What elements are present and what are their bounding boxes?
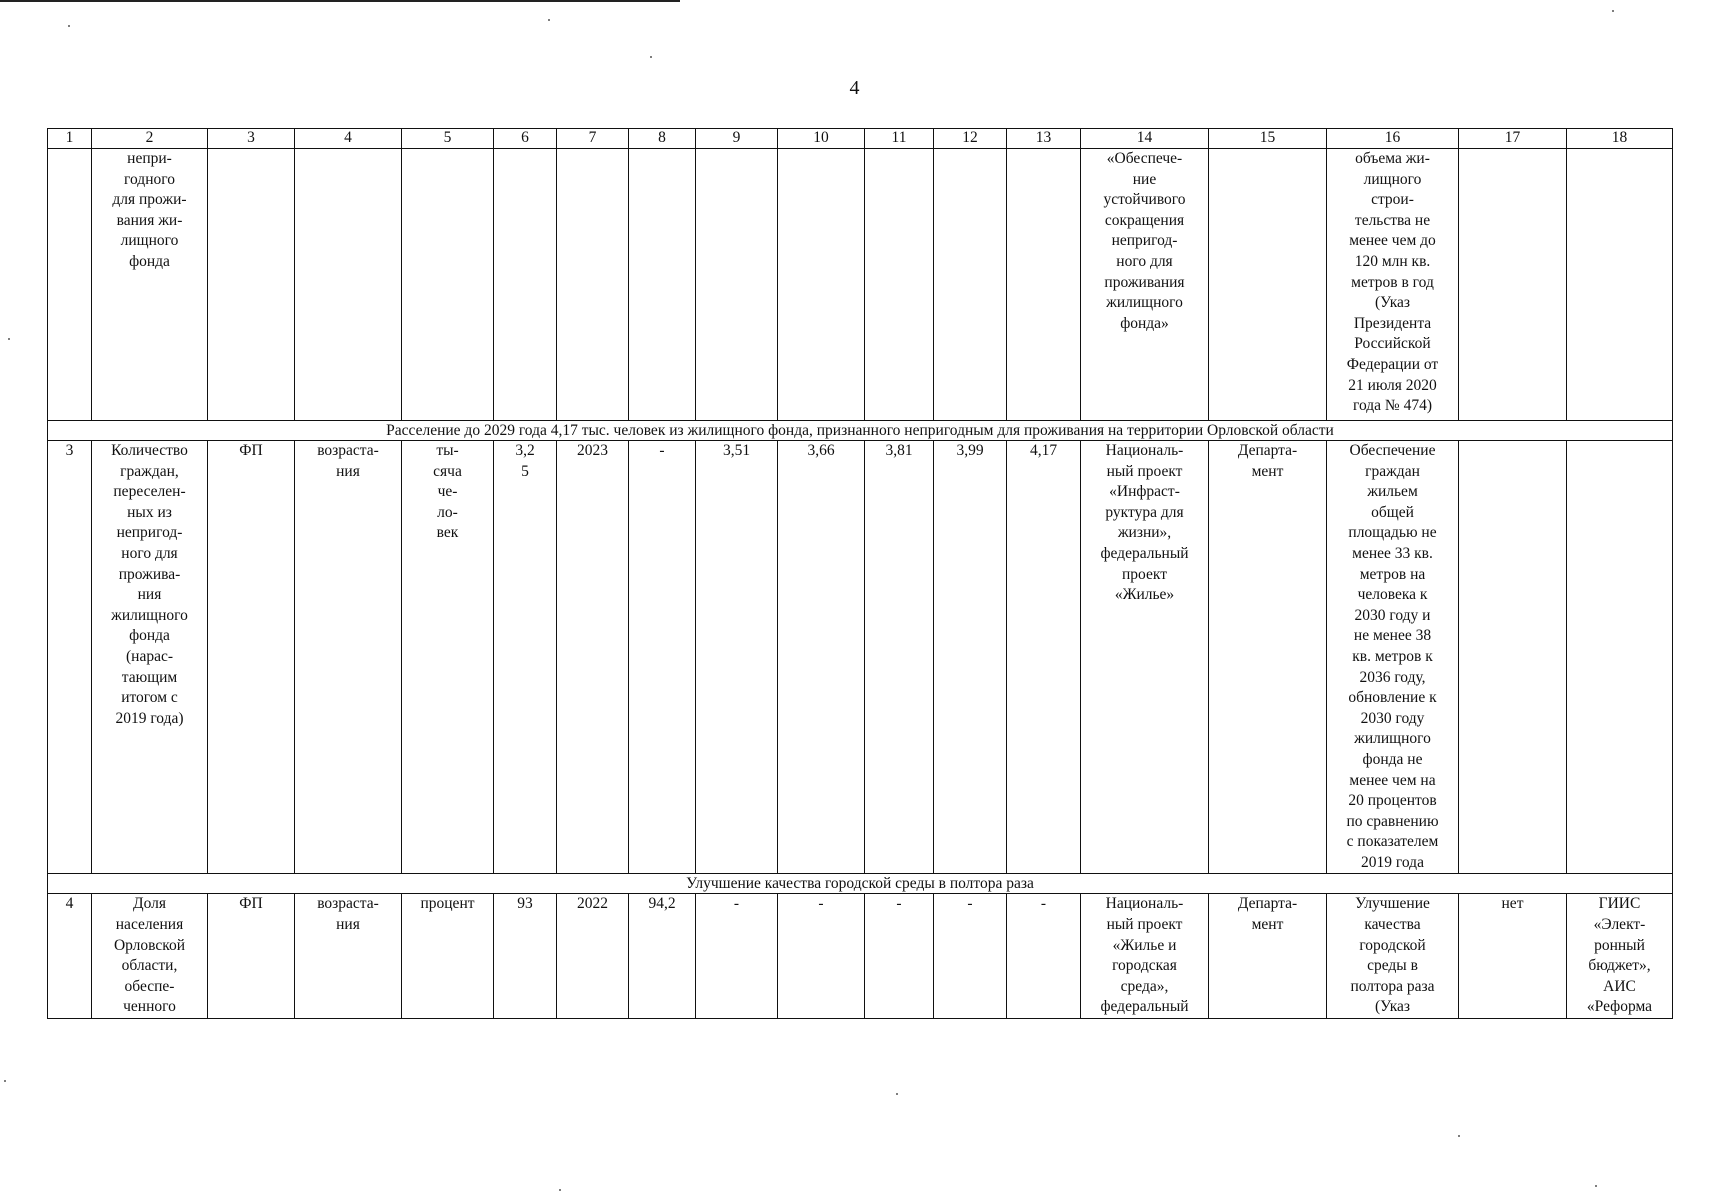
cell-text-line: федеральный [1100, 544, 1189, 562]
cell-text-line: проживания [1104, 273, 1185, 291]
cell-text-line: качества [1364, 916, 1421, 934]
cell-text-line: среда», [1120, 977, 1169, 995]
cell-text-line: граждан [1365, 462, 1420, 480]
cell-text-line: Националь- [1105, 895, 1184, 913]
cell-flag [1459, 441, 1567, 874]
cell-index: 3 [48, 441, 92, 874]
cell-text-line: лищного [120, 232, 179, 250]
col-number: 8 [629, 129, 696, 149]
cell-value: - [629, 441, 696, 874]
cell-text-line: «Жилье» [1114, 586, 1175, 604]
cell-text-line: (Указ [1374, 998, 1411, 1016]
cell-text-line: АИС [1603, 977, 1636, 995]
col-number: 16 [1327, 129, 1459, 149]
cell-base-value: 93 [494, 894, 557, 1019]
cell-project [1081, 441, 1209, 874]
cell-indicator-name [92, 441, 208, 874]
cell-text-line: непри- [127, 150, 172, 167]
col-number: 10 [778, 129, 865, 149]
cell-text-line: менее чем на [1349, 771, 1436, 789]
cell-text-line: общей [1371, 503, 1414, 521]
cell-text-line: 120 млн кв. [1354, 252, 1431, 270]
cell-empty [1567, 149, 1673, 421]
cell-text-line: ный проект [1106, 916, 1183, 934]
cell-empty [1007, 149, 1081, 421]
cell-text-line: мент [1251, 916, 1284, 934]
col-number: 7 [557, 129, 629, 149]
cell-value: - [934, 894, 1007, 1019]
cell-text-line: объема жи- [1355, 150, 1430, 167]
cell-empty [295, 149, 402, 421]
cell-project [1081, 894, 1209, 1019]
scan-speck [548, 19, 550, 21]
cell-text-line: лищного [1363, 170, 1422, 188]
scan-speck [1612, 10, 1614, 12]
cell-text-line: тающим [121, 668, 178, 686]
cell-text-line: граждан, [120, 462, 179, 480]
cell-goal-link [1327, 149, 1459, 421]
cell-text-line: ГИИС [1598, 895, 1641, 913]
table-row [48, 894, 1673, 1019]
cell-trend [295, 894, 402, 1019]
cell-text-line: 2036 году, [1359, 668, 1426, 686]
cell-text-line: тельства не [1354, 211, 1431, 229]
column-number-row [48, 129, 1673, 149]
col-number: 15 [1209, 129, 1327, 149]
cell-text-line: сяча [433, 462, 462, 480]
cell-responsible [1209, 894, 1327, 1019]
cell-text-line: итогом с [121, 689, 178, 707]
cell-text-line: не менее 38 [1353, 627, 1432, 645]
col-number: 9 [696, 129, 778, 149]
cell-text-line: 2019 года [1361, 853, 1424, 871]
cell-text-line: жилищного [1354, 730, 1431, 748]
cell-text-line: человека к [1357, 586, 1428, 604]
cell-value: - [1007, 894, 1081, 1019]
cell-project [1081, 149, 1209, 421]
cell-text-line: Количество [111, 442, 188, 459]
cell-base-year: 2022 [557, 894, 629, 1019]
cell-value: 94,2 [629, 894, 696, 1019]
cell-index: 4 [48, 894, 92, 1019]
section-title: Расселение до 2029 года 4,17 тыс. человек из жилищного фонда, признанного непригодным для проживания на территории Орловской области [48, 421, 1673, 441]
cell-goal-link [1327, 894, 1459, 1019]
table-row-continued [48, 149, 1673, 421]
cell-text-line: Федерации от [1346, 355, 1439, 373]
cell-text-line: менее чем до [1349, 232, 1436, 250]
cell-text-line: Орловской [113, 936, 186, 954]
cell-text-line: че- [437, 483, 458, 501]
cell-text-line: 5 [521, 462, 529, 480]
cell-text-line: ного для [121, 544, 178, 562]
cell-text-line: ния [336, 916, 360, 934]
cell-text-line: 2019 года) [115, 709, 184, 727]
cell-text-line: (нарас- [125, 647, 173, 665]
cell-text-line: ло- [437, 503, 458, 521]
cell-text-line: проект [1122, 565, 1167, 583]
scan-speck [1458, 1135, 1460, 1137]
scan-speck [650, 56, 652, 58]
cell-text-line: «Реформа [1586, 998, 1653, 1016]
cell-flag: нет [1459, 894, 1567, 1019]
cell-empty [934, 149, 1007, 421]
col-number: 13 [1007, 129, 1081, 149]
cell-text-line: года № 474) [1353, 397, 1432, 415]
cell-empty [1459, 149, 1567, 421]
section-header-row [48, 421, 1673, 441]
col-number: 17 [1459, 129, 1567, 149]
cell-info-system [1567, 441, 1673, 874]
col-number: 11 [865, 129, 934, 149]
cell-level: ФП [208, 441, 295, 874]
cell-base-year: 2023 [557, 441, 629, 874]
cell-text-line: фонда [129, 627, 170, 645]
cell-text-line: городской [1359, 936, 1426, 954]
cell-text-line: годного [124, 170, 175, 188]
col-number: 12 [934, 129, 1007, 149]
cell-empty [696, 149, 778, 421]
cell-indicator-name [92, 894, 208, 1019]
cell-text-line: Президента [1353, 314, 1432, 332]
cell-text-line: ния [336, 462, 360, 480]
cell-text-line: ных из [127, 503, 172, 521]
scan-speck [4, 1080, 6, 1082]
cell-text-line: кв. метров к [1352, 647, 1433, 665]
cell-empty [494, 149, 557, 421]
cell-text-line: сокращения [1104, 211, 1185, 229]
cell-text-line: ного для [1116, 252, 1173, 270]
indicators-table [47, 128, 1673, 1019]
cell-text-line: городская [1112, 957, 1177, 975]
cell-text-line: площадью не [1348, 524, 1437, 542]
cell-base-value [494, 441, 557, 874]
cell-empty [629, 149, 696, 421]
cell-text-line: возраста- [317, 442, 379, 459]
cell-text-line: Департа- [1237, 442, 1298, 459]
cell-text-line: для прожи- [112, 191, 187, 209]
cell-empty [1209, 149, 1327, 421]
scan-speck [896, 1093, 898, 1095]
cell-text-line: ния [137, 586, 162, 604]
cell-text-line: Обеспечение [1349, 442, 1436, 459]
cell-text-line: переселен- [113, 483, 186, 501]
cell-text-line: обновление к [1348, 689, 1437, 707]
cell-text-line: обеспе- [124, 977, 175, 995]
col-number: 6 [494, 129, 557, 149]
cell-text-line: ние [1132, 170, 1157, 188]
scan-edge-line [0, 0, 680, 2]
cell-index [48, 149, 92, 421]
col-number: 5 [402, 129, 494, 149]
page-number: 4 [849, 77, 860, 99]
cell-text-line: непригод- [116, 524, 183, 542]
cell-value: - [696, 894, 778, 1019]
cell-empty [865, 149, 934, 421]
cell-text-line: ный проект [1106, 462, 1183, 480]
cell-text-line: с показателем [1346, 833, 1439, 851]
cell-level: ФП [208, 894, 295, 1019]
cell-indicator-name [92, 149, 208, 421]
cell-text-line: вания жи- [116, 211, 183, 229]
col-number: 14 [1081, 129, 1209, 149]
cell-text-line: век [436, 524, 459, 542]
cell-unit: процент [402, 894, 494, 1019]
cell-text-line: Националь- [1105, 442, 1184, 459]
col-number: 4 [295, 129, 402, 149]
cell-text-line: полтора раза [1350, 977, 1435, 995]
cell-value: 3,51 [696, 441, 778, 874]
cell-empty [557, 149, 629, 421]
scan-speck [68, 25, 70, 27]
scan-speck [8, 338, 10, 340]
cell-text-line: по сравнению [1346, 812, 1439, 830]
cell-text-line: жилищного [111, 606, 188, 624]
cell-text-line: Российской [1354, 335, 1431, 353]
cell-value: 4,17 [1007, 441, 1081, 874]
cell-text-line: Доля [133, 895, 166, 913]
cell-text-line: 20 процентов [1348, 792, 1437, 810]
cell-text-line: фонда [129, 252, 170, 270]
col-number: 1 [48, 129, 92, 149]
cell-text-line: фонда не [1362, 750, 1423, 768]
cell-text-line: «Жилье и [1112, 936, 1177, 954]
cell-text-line: 3,2 [515, 442, 535, 459]
cell-text-line: жильем [1367, 483, 1418, 501]
section-title: Улучшение качества городской среды в полтора раза [48, 874, 1673, 894]
cell-text-line: (Указ [1374, 294, 1411, 312]
col-number: 2 [92, 129, 208, 149]
cell-text-line: менее 33 кв. [1352, 544, 1433, 562]
cell-text-line: строи- [1371, 191, 1414, 209]
cell-text-line: 2030 году и [1354, 606, 1431, 624]
cell-goal-link [1327, 441, 1459, 874]
cell-text-line: мент [1251, 462, 1284, 480]
cell-text-line: «Обеспече- [1106, 150, 1183, 167]
cell-text-line: метров в год [1351, 273, 1434, 291]
col-number: 18 [1567, 129, 1673, 149]
cell-text-line: ченного [123, 998, 176, 1016]
cell-text-line: федеральный [1100, 998, 1189, 1016]
cell-text-line: 21 июля 2020 [1348, 376, 1437, 394]
cell-text-line: метров на [1359, 565, 1426, 583]
cell-value: 3,99 [934, 441, 1007, 874]
table-row [48, 441, 1673, 874]
cell-empty [208, 149, 295, 421]
cell-unit [402, 441, 494, 874]
cell-text-line: жизни», [1117, 524, 1172, 542]
cell-text-line: «Элект- [1593, 916, 1646, 934]
scan-speck [1595, 1185, 1597, 1187]
col-number: 3 [208, 129, 295, 149]
cell-text-line: прожива- [118, 565, 181, 583]
cell-text-line: Улучшение [1355, 895, 1430, 913]
cell-info-system [1567, 894, 1673, 1019]
cell-text-line: среды в [1367, 957, 1418, 975]
cell-empty [402, 149, 494, 421]
cell-text-line: ты- [436, 442, 459, 459]
cell-text-line: населения [115, 916, 184, 934]
cell-value: 3,66 [778, 441, 865, 874]
cell-text-line: непригод- [1111, 232, 1178, 250]
cell-text-line: жилищного [1106, 294, 1183, 312]
cell-trend [295, 441, 402, 874]
cell-text-line: Департа- [1237, 895, 1298, 913]
cell-text-line: устойчивого [1103, 191, 1186, 209]
cell-text-line: «Инфраст- [1109, 483, 1180, 501]
cell-text-line: бюджет», [1588, 957, 1651, 975]
cell-text-line: возраста- [317, 895, 379, 913]
cell-responsible [1209, 441, 1327, 874]
cell-text-line: области, [121, 957, 178, 975]
cell-text-line: ронный [1594, 936, 1645, 954]
cell-text-line: 2030 году [1360, 709, 1425, 727]
cell-text-line: руктура для [1105, 503, 1184, 521]
cell-value: - [778, 894, 865, 1019]
cell-value: 3,81 [865, 441, 934, 874]
scan-speck [559, 1189, 561, 1191]
section-header-row [48, 874, 1673, 894]
cell-text-line: фонда» [1120, 314, 1169, 332]
cell-empty [778, 149, 865, 421]
cell-value: - [865, 894, 934, 1019]
